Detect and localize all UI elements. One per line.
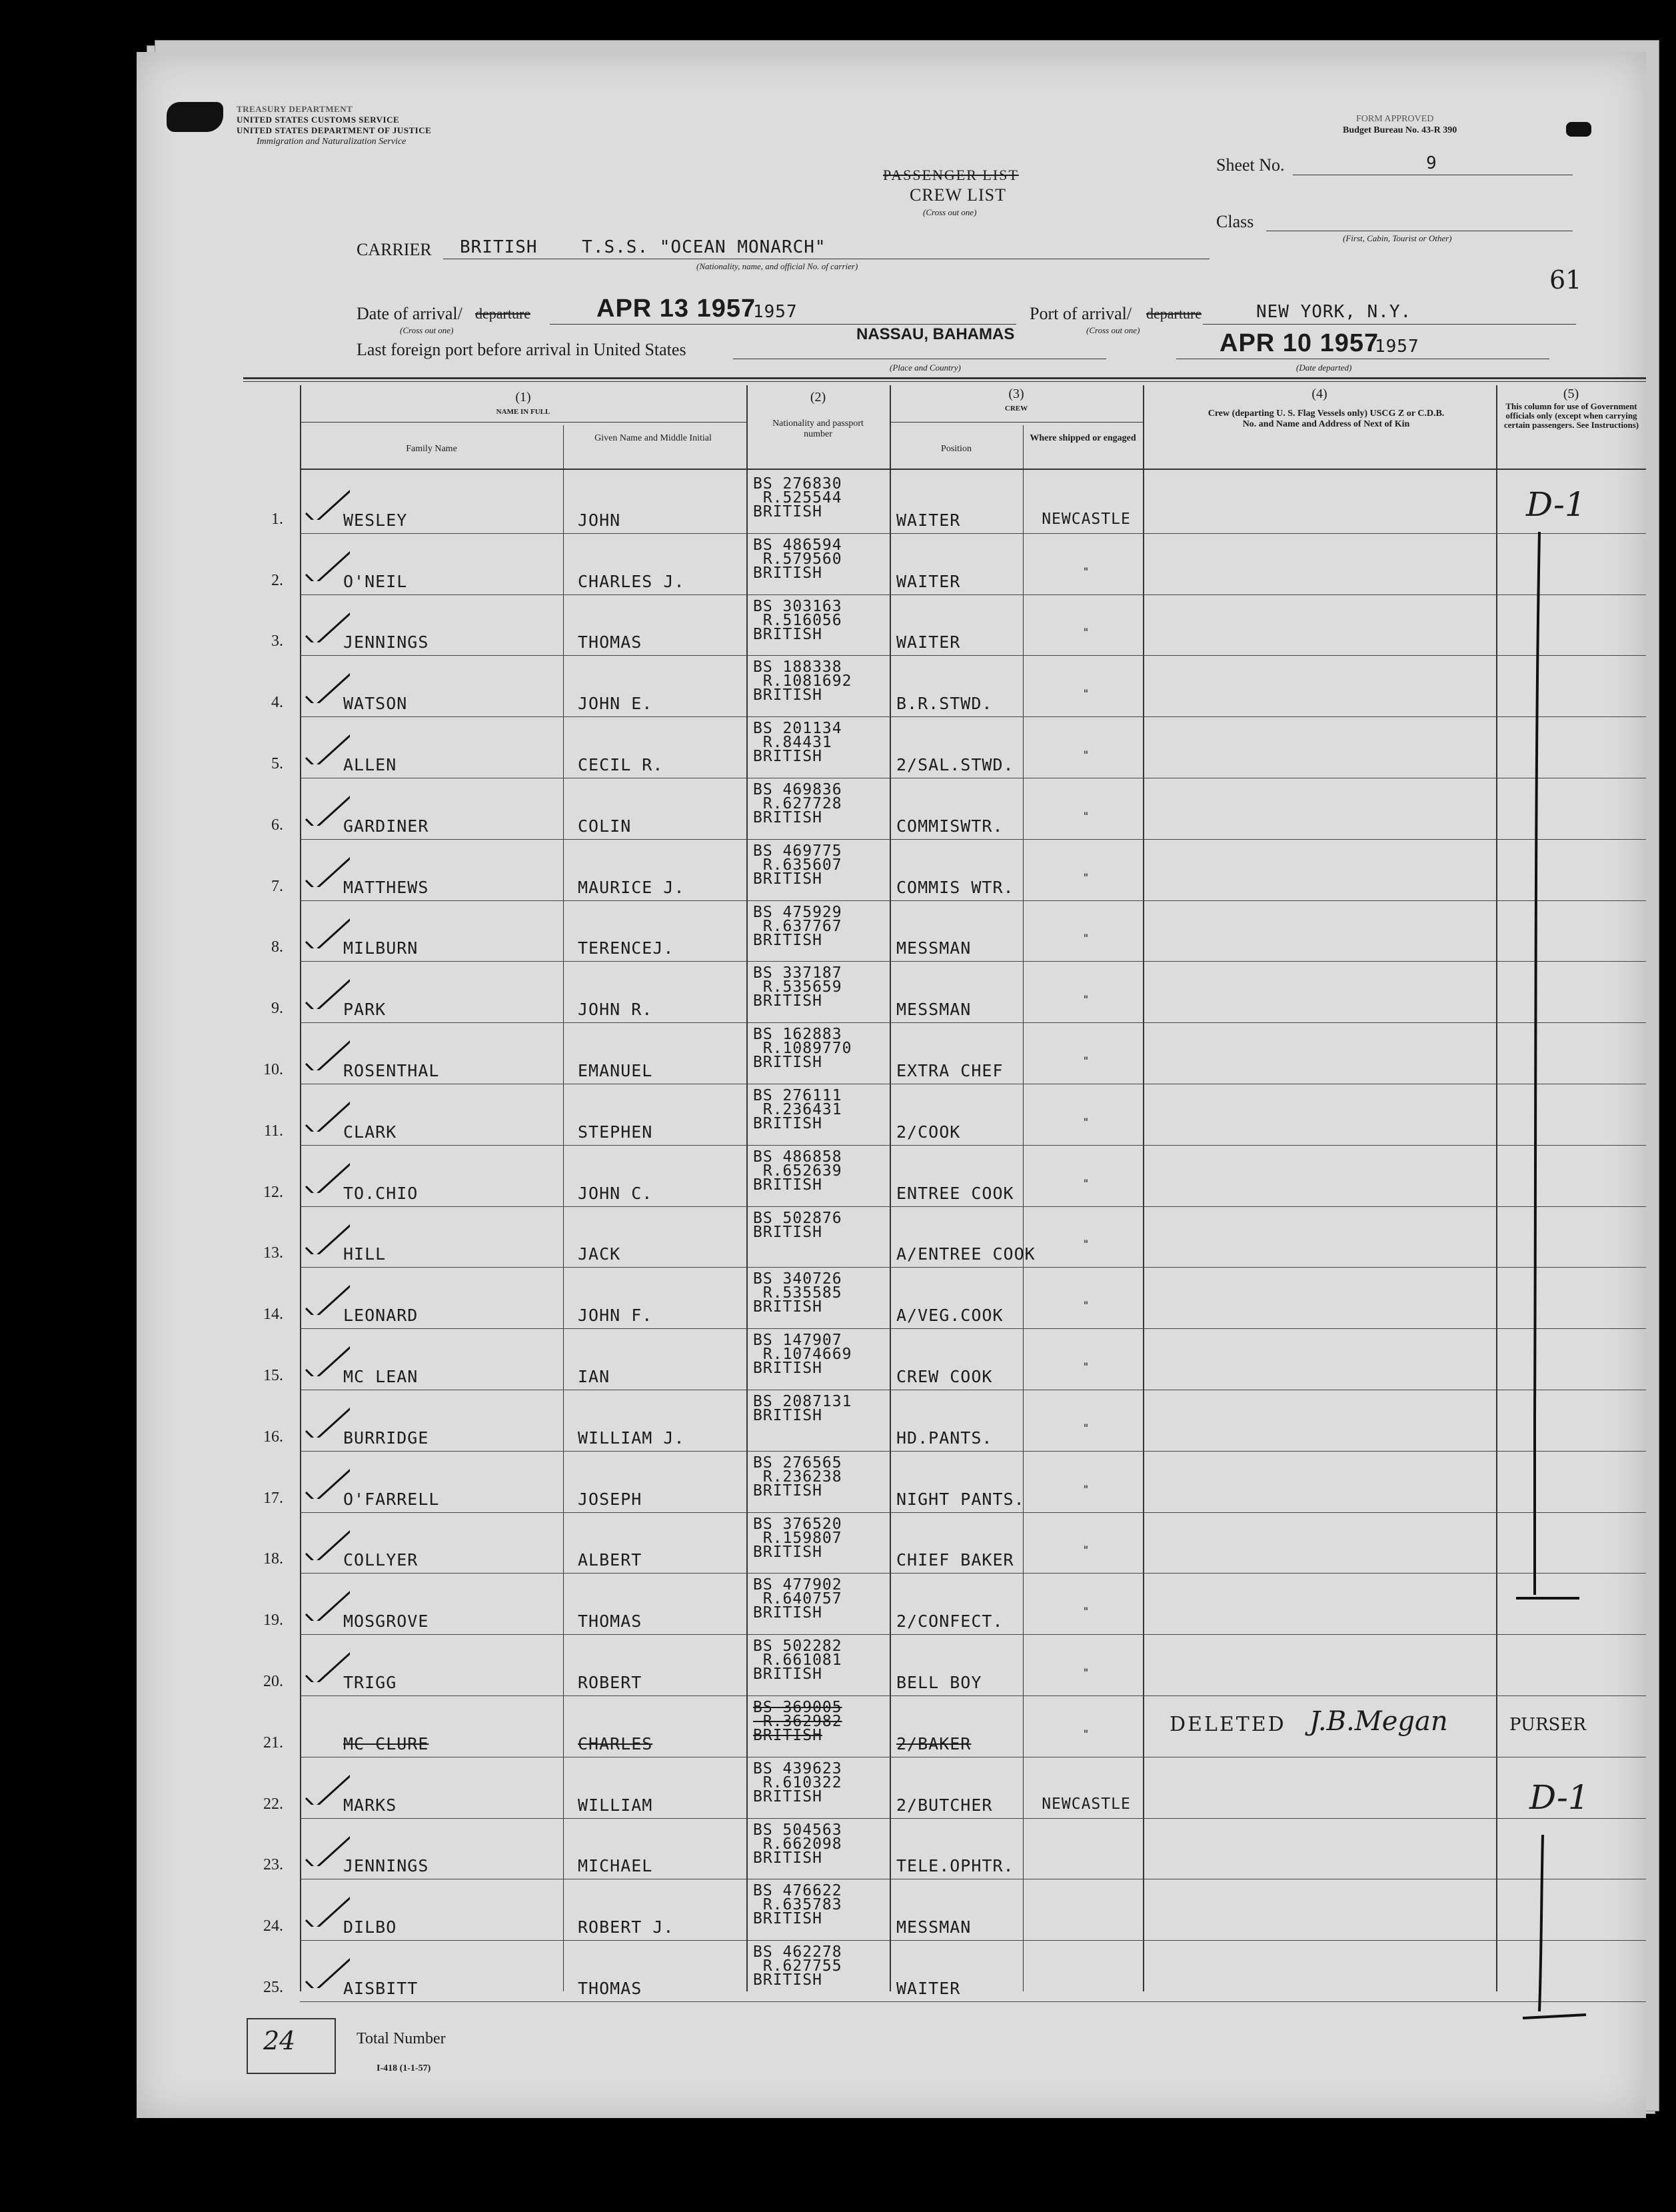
shipped-at: " [1082, 626, 1090, 639]
row-number: 7. [271, 877, 283, 895]
family-name: O'FARRELL [343, 1489, 440, 1509]
given-name: WILLIAM J. [578, 1428, 685, 1448]
family-name: TO.CHIO [343, 1183, 419, 1203]
check-mark-icon [303, 480, 350, 520]
crew-position: 2/BUTCHER [896, 1795, 993, 1815]
crew-position: 2/BAKER [896, 1733, 972, 1753]
given-name: STEPHEN [578, 1122, 653, 1142]
budget-bureau-no: Budget Bureau No. 43-R 390 [1343, 125, 1457, 135]
check-mark-icon [303, 1581, 350, 1621]
departed-stamp: APR 10 1957 [1220, 329, 1379, 357]
table-row [300, 900, 1646, 962]
passport-nationality: BS 337187 R.535659 BRITISH [753, 964, 842, 1010]
shipped-at: " [1082, 1176, 1090, 1190]
departed-note: (Date departed) [1296, 363, 1352, 373]
last-port-value: NASSAU, BAHAMAS [856, 325, 1015, 343]
family-name: AISBITT [343, 1979, 419, 1998]
passport-nationality: BS 162883 R.1089770 BRITISH [753, 1026, 852, 1072]
table-row [300, 1879, 1646, 1941]
given-name: IAN [578, 1367, 610, 1386]
agency-line: UNITED STATES DEPARTMENT OF JUSTICE [237, 125, 432, 135]
table-top-rule [243, 381, 1646, 382]
row-number: 5. [271, 755, 283, 772]
page-number: 61 [1549, 265, 1582, 295]
family-name: ROSENTHAL [343, 1061, 440, 1080]
row-number: 1. [271, 510, 283, 528]
check-mark-icon [303, 1887, 350, 1927]
col4-number: (4) [1311, 387, 1327, 401]
arrival-date-label: Date of arrival/ [357, 304, 462, 323]
family-name: WATSON [343, 694, 408, 714]
family-name: CLARK [343, 1122, 397, 1142]
document-sheet [137, 52, 1646, 2118]
crew-position: MESSMAN [896, 1917, 972, 1937]
crew-position: EXTRA CHEF [896, 1061, 1004, 1080]
passport-nationality: BS 504563 R.662098 BRITISH [753, 1821, 842, 1867]
family-name: ALLEN [343, 755, 397, 774]
check-mark-icon [303, 663, 350, 703]
check-mark-icon [303, 1092, 350, 1132]
arrival-port-label: Port of arrival/ [1030, 304, 1132, 323]
crew-position: 2/SAL.STWD. [896, 755, 1014, 774]
table-top-rule [243, 377, 1646, 379]
check-mark-icon [303, 1459, 350, 1499]
row-number: 15. [263, 1367, 283, 1384]
given-name: JOHN F. [578, 1306, 653, 1326]
row-number: 17. [263, 1489, 283, 1507]
passport-nationality: BS 476622 R.635783 BRITISH [753, 1882, 842, 1928]
agency-line: Immigration and Naturalization Service [257, 137, 407, 147]
d1-annotation-bottom: D-1 [1529, 1778, 1589, 1817]
header-bottom-rule [300, 469, 1646, 470]
last-port-note: (Place and Country) [890, 363, 961, 373]
family-name: MARKS [343, 1795, 397, 1815]
passenger-list-struck: PASSENGER LIST [883, 167, 1019, 183]
row-number: 19. [263, 1612, 283, 1630]
family-name: DILBO [343, 1917, 397, 1937]
col1-number: (1) [515, 390, 531, 405]
arrival-port-line [1203, 324, 1576, 325]
passport-nationality: BS 276565 R.236238 BRITISH [753, 1454, 842, 1500]
row-number: 12. [263, 1183, 283, 1201]
d1-bracket-top [1509, 519, 1589, 1691]
table-row [300, 1940, 1646, 2002]
row-number: 9. [271, 1000, 283, 1018]
crew-position: CHIEF BAKER [896, 1550, 1014, 1570]
given-name: MAURICE J. [578, 877, 685, 897]
given-name-header: Given Name and Middle Initial [594, 433, 712, 443]
given-name: ROBERT J. [578, 1917, 674, 1937]
crew-position: A/ENTREE COOK [896, 1244, 1036, 1264]
sheet-no-value: 9 [1426, 153, 1437, 173]
total-label: Total Number [357, 2030, 446, 2047]
row-number: 4. [271, 694, 283, 712]
check-mark-icon [303, 1336, 350, 1376]
row-number: 22. [263, 1795, 283, 1813]
crew-position: B.R.STWD. [896, 694, 993, 714]
passport-nationality: BS 188338 R.1081692 BRITISH [753, 658, 852, 704]
nationality-header: Nationality and passport number [772, 419, 864, 439]
class-note: (First, Cabin, Tourist or Other) [1343, 233, 1452, 243]
shipped-at: " [1082, 1544, 1090, 1557]
passport-nationality: BS 2087131 BRITISH [753, 1393, 852, 1424]
shipped-at: " [1082, 1421, 1090, 1434]
row-number: 13. [263, 1244, 283, 1262]
passport-nationality: BS 486858 R.652639 BRITISH [753, 1148, 842, 1194]
check-mark-icon [303, 602, 350, 642]
shipped-at: " [1082, 748, 1090, 761]
sheet-no-label: Sheet No. [1216, 155, 1285, 175]
check-mark-icon [303, 969, 350, 1009]
passport-nationality: BS 376520 R.159807 BRITISH [753, 1515, 842, 1561]
government-use-header: This column for use of Government officials only (except when carrying certain passengers. See Instructions) [1503, 401, 1639, 430]
shipped-at: " [1082, 993, 1090, 1006]
arrival-date-line [550, 324, 1016, 325]
crew-position: ENTREE COOK [896, 1183, 1014, 1203]
form-number: I-418 (1-1-57) [377, 2063, 431, 2073]
row-number: 24. [263, 1917, 283, 1935]
agency-line: TREASURY DEPARTMENT [237, 104, 353, 114]
family-name: HILL [343, 1244, 387, 1264]
col1-title: NAME IN FULL [496, 408, 550, 416]
carrier-label: CARRIER [357, 240, 432, 259]
table-row [300, 533, 1646, 595]
arrival-date-stamp: APR 13 1957 [596, 295, 756, 323]
given-name: THOMAS [578, 1612, 642, 1632]
passport-nationality: BS 439623 R.610322 BRITISH [753, 1759, 842, 1805]
passport-nationality: BS 276111 R.236431 BRITISH [753, 1087, 842, 1132]
shipped-at: " [1082, 564, 1090, 578]
family-name: MC LEAN [343, 1367, 419, 1386]
crew-position: WAITER [896, 571, 961, 591]
d1-annotation-top: D-1 [1526, 485, 1586, 524]
check-mark-icon [303, 1826, 350, 1866]
passport-nationality: BS 502876 BRITISH [753, 1209, 842, 1241]
shipped-at: " [1082, 1054, 1090, 1067]
row-number: 23. [263, 1856, 283, 1874]
crew-position: MESSMAN [896, 938, 972, 958]
arrival-date-struck: departure [475, 305, 531, 322]
check-mark-icon [303, 1765, 350, 1805]
row-number: 10. [263, 1061, 283, 1078]
col3-number: (3) [1008, 387, 1024, 401]
crew-position: TELE.OPHTR. [896, 1856, 1014, 1876]
passport-nationality: BS 486594 R.579560 BRITISH [753, 536, 842, 582]
form-approved: FORM APPROVED [1356, 114, 1434, 124]
row-number: 11. [263, 1122, 283, 1140]
shipped-at: NEWCASTLE [1042, 510, 1131, 528]
given-name: JACK [578, 1244, 621, 1264]
position-header: Position [941, 444, 972, 454]
crew-position: 2/CONFECT. [896, 1612, 1004, 1632]
shipped-at: " [1082, 932, 1090, 945]
crew-position: CREW COOK [896, 1367, 993, 1386]
shipped-at: " [1082, 1482, 1090, 1496]
family-name: WESLEY [343, 510, 408, 530]
check-mark-icon [303, 1214, 350, 1254]
list-type-note: (Cross out one) [923, 207, 977, 217]
arrival-port-struck: departure [1146, 305, 1202, 322]
passport-nationality: BS 469775 R.635607 BRITISH [753, 842, 842, 888]
arrival-date-note: (Cross out one) [400, 325, 454, 335]
row-number: 14. [263, 1306, 283, 1324]
passport-nationality: BS 469836 R.627728 BRITISH [753, 781, 842, 826]
crew-position: COMMISWTR. [896, 816, 1004, 836]
given-name: EMANUEL [578, 1061, 653, 1080]
carrier-value: BRITISH T.S.S. "OCEAN MONARCH" [460, 237, 826, 257]
row-number: 3. [271, 632, 283, 650]
family-name: O'NEIL [343, 571, 408, 591]
deleted-purser: PURSER [1509, 1715, 1586, 1735]
family-name: JENNINGS [343, 632, 429, 652]
family-name: TRIGG [343, 1673, 397, 1692]
passport-nationality: BS 477902 R.640757 BRITISH [753, 1576, 842, 1622]
check-mark-icon [303, 1948, 350, 1988]
check-mark-icon [303, 541, 350, 581]
row-number: 18. [263, 1550, 283, 1568]
agency-line: UNITED STATES CUSTOMS SERVICE [237, 115, 400, 125]
check-mark-icon [303, 908, 350, 948]
shipped-at: " [1082, 1299, 1090, 1312]
table-row [300, 961, 1646, 1023]
shipped-at: " [1082, 809, 1090, 822]
family-name: MATTHEWS [343, 877, 429, 897]
d1-bracket-bottom [1509, 1825, 1589, 2038]
row-number: 6. [271, 816, 283, 834]
given-name: THOMAS [578, 632, 642, 652]
given-name: MICHAEL [578, 1856, 653, 1876]
crew-position: NIGHT PANTS. [896, 1489, 1025, 1509]
header-rule [300, 422, 746, 423]
departed-typed: 1957 [1375, 337, 1419, 357]
shipped-at: " [1082, 687, 1090, 700]
last-port-label: Last foreign port before arrival in United States [357, 340, 686, 359]
total-count: 24 [263, 2026, 296, 2055]
shipped-at: " [1082, 1115, 1090, 1128]
deleted-signature: J.B.Megan [1309, 1706, 1448, 1737]
shipped-at: " [1082, 1605, 1090, 1618]
family-name: GARDINER [343, 816, 429, 836]
shipped-at: " [1082, 1727, 1090, 1740]
passport-nationality: BS 201134 R.84431 BRITISH [753, 720, 842, 766]
row-number: 25. [263, 1979, 283, 1996]
class-label: Class [1216, 212, 1254, 231]
passport-nationality: BS 303163 R.516056 BRITISH [753, 597, 842, 643]
row-number: 2. [271, 571, 283, 589]
arrival-date-typed: 1957 [753, 302, 798, 322]
check-mark-icon [303, 1520, 350, 1560]
family-name: COLLYER [343, 1550, 419, 1570]
header-rule [890, 422, 1143, 423]
crew-position: COMMIS WTR. [896, 877, 1014, 897]
ink-blot [167, 102, 223, 132]
given-name: TERENCEJ. [578, 938, 674, 958]
family-name: MILBURN [343, 938, 419, 958]
passport-nationality: BS 502282 R.661081 BRITISH [753, 1638, 842, 1683]
row-number: 21. [263, 1733, 283, 1751]
check-mark-icon [303, 1153, 350, 1193]
family-name: JENNINGS [343, 1856, 429, 1876]
crew-position: A/VEG.COOK [896, 1306, 1004, 1326]
deleted-note: DELETED [1170, 1713, 1286, 1736]
table-row [300, 1084, 1646, 1146]
family-name: MOSGROVE [343, 1612, 429, 1632]
shipped-at: " [1082, 1666, 1090, 1679]
given-name: ALBERT [578, 1550, 642, 1570]
carrier-note: (Nationality, name, and official No. of carrier) [696, 261, 858, 271]
given-name: JOHN C. [578, 1183, 653, 1203]
check-mark-icon [303, 847, 350, 887]
row-number: 8. [271, 938, 283, 956]
row-number: 20. [263, 1673, 283, 1690]
given-name: JOHN R. [578, 1000, 653, 1020]
col2-number: (2) [810, 390, 826, 405]
passport-nationality: BS 147907 R.1074669 BRITISH [753, 1332, 852, 1378]
passport-nationality: BS 462278 R.627755 BRITISH [753, 1943, 842, 1989]
next-of-kin-header: Crew (departing U. S. Flag Vessels only) USCG Z or C.D.B. No. and Name and Address of Next of Kin [1208, 409, 1445, 429]
given-name: CHARLES [578, 1733, 653, 1753]
check-mark-icon [303, 786, 350, 826]
given-name: CHARLES J. [578, 571, 685, 591]
crew-position: 2/COOK [896, 1122, 961, 1142]
crew-position: WAITER [896, 1979, 961, 1998]
given-name: ROBERT [578, 1673, 642, 1692]
row-number: 16. [263, 1428, 283, 1446]
family-name: PARK [343, 1000, 387, 1020]
shipped-at: " [1082, 1238, 1090, 1251]
check-mark-icon [303, 1030, 350, 1070]
family-name: BURRIDGE [343, 1428, 429, 1448]
passport-nationality: BS 340726 R.535585 BRITISH [753, 1270, 842, 1316]
check-mark-icon [303, 724, 350, 764]
given-name: COLIN [578, 816, 632, 836]
given-name: THOMAS [578, 1979, 642, 1998]
given-name: WILLIAM [578, 1795, 653, 1815]
crew-header: CREW [1004, 405, 1028, 413]
arrival-port-value: NEW YORK, N.Y. [1256, 302, 1412, 322]
shipped-at: " [1082, 870, 1090, 884]
family-name: MC CLURE [343, 1733, 429, 1753]
shipped-at: NEWCASTLE [1042, 1795, 1131, 1813]
given-name: JOSEPH [578, 1489, 642, 1509]
given-name: JOHN E. [578, 694, 653, 714]
passport-nationality: BS 276830 R.525544 BRITISH [753, 475, 842, 521]
crew-position: MESSMAN [896, 1000, 972, 1020]
crew-position: WAITER [896, 632, 961, 652]
check-mark-icon [303, 1398, 350, 1438]
crew-position: BELL BOY [896, 1673, 982, 1692]
shipped-header: Where shipped or engaged [1030, 433, 1136, 443]
family-name-header: Family Name [406, 444, 457, 454]
crew-list-title: CREW LIST [910, 185, 1007, 205]
col5-number: (5) [1563, 387, 1579, 401]
given-name: JOHN [578, 510, 621, 530]
shipped-at: " [1082, 1360, 1090, 1373]
arrival-port-note: (Cross out one) [1086, 325, 1140, 335]
check-mark-icon [303, 1642, 350, 1682]
crew-position: HD.PANTS. [896, 1428, 993, 1448]
passport-nationality: BS 475929 R.637767 BRITISH [753, 903, 842, 949]
table-row [300, 594, 1646, 656]
passport-nationality: BS 369005 R.362982 BRITISH [753, 1699, 842, 1744]
given-name: CECIL R. [578, 755, 664, 774]
crew-position: WAITER [896, 510, 961, 530]
ink-blot [1566, 122, 1591, 137]
family-name: LEONARD [343, 1306, 419, 1326]
table-row [300, 472, 1646, 534]
check-mark-icon [303, 1275, 350, 1315]
